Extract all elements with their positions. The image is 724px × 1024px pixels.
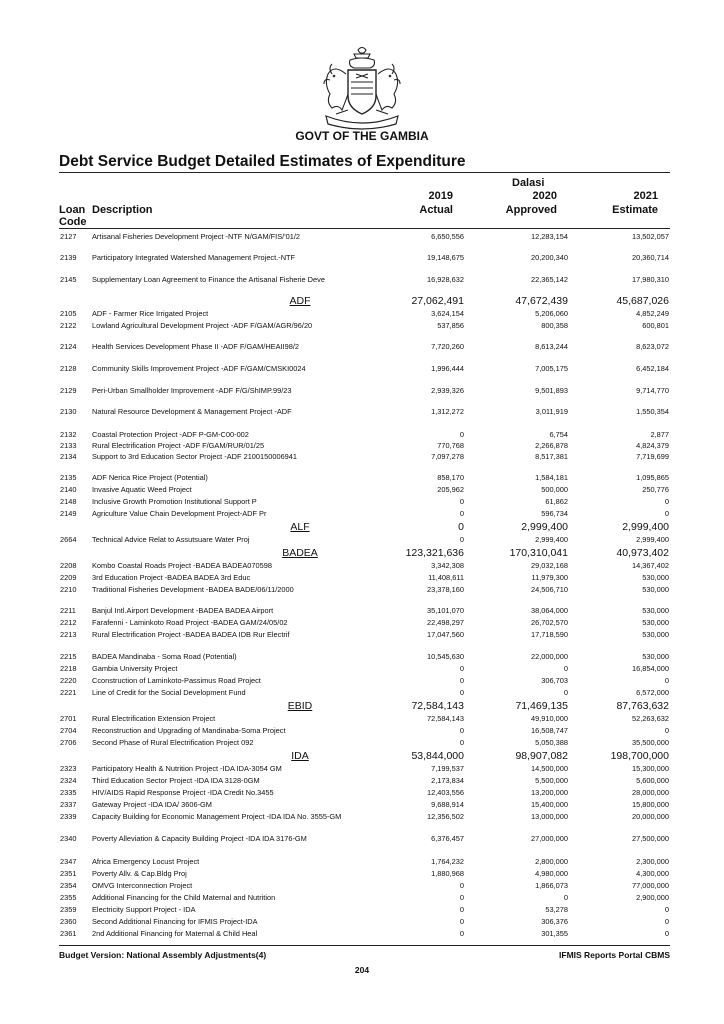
column-header-loan: Loan [59, 204, 86, 216]
title-divider [59, 172, 670, 173]
page-number: 204 [354, 965, 370, 975]
column-header-actual: Actual [419, 204, 453, 216]
document-title: Debt Service Budget Detailed Estimates of Expenditure [59, 153, 466, 170]
header-divider [59, 228, 670, 229]
column-header-approved: Approved [505, 204, 557, 216]
year-2021: 2021 [633, 190, 658, 202]
column-header-estimate: Estimate [612, 204, 658, 216]
portal-name: IFMIS Reports Portal CBMS [559, 950, 670, 960]
column-header-description: Description [92, 204, 153, 216]
year-2019: 2019 [428, 190, 453, 202]
currency-label: Dalasi [512, 177, 545, 189]
year-2020: 2020 [532, 190, 557, 202]
footer-divider [59, 945, 670, 946]
government-name: GOVT OF THE GAMBIA [295, 129, 429, 143]
budget-version: Budget Version: National Assembly Adjustments(4) [59, 950, 267, 960]
coat-of-arms-emblem [318, 44, 406, 130]
column-header-code: Code [59, 216, 87, 228]
